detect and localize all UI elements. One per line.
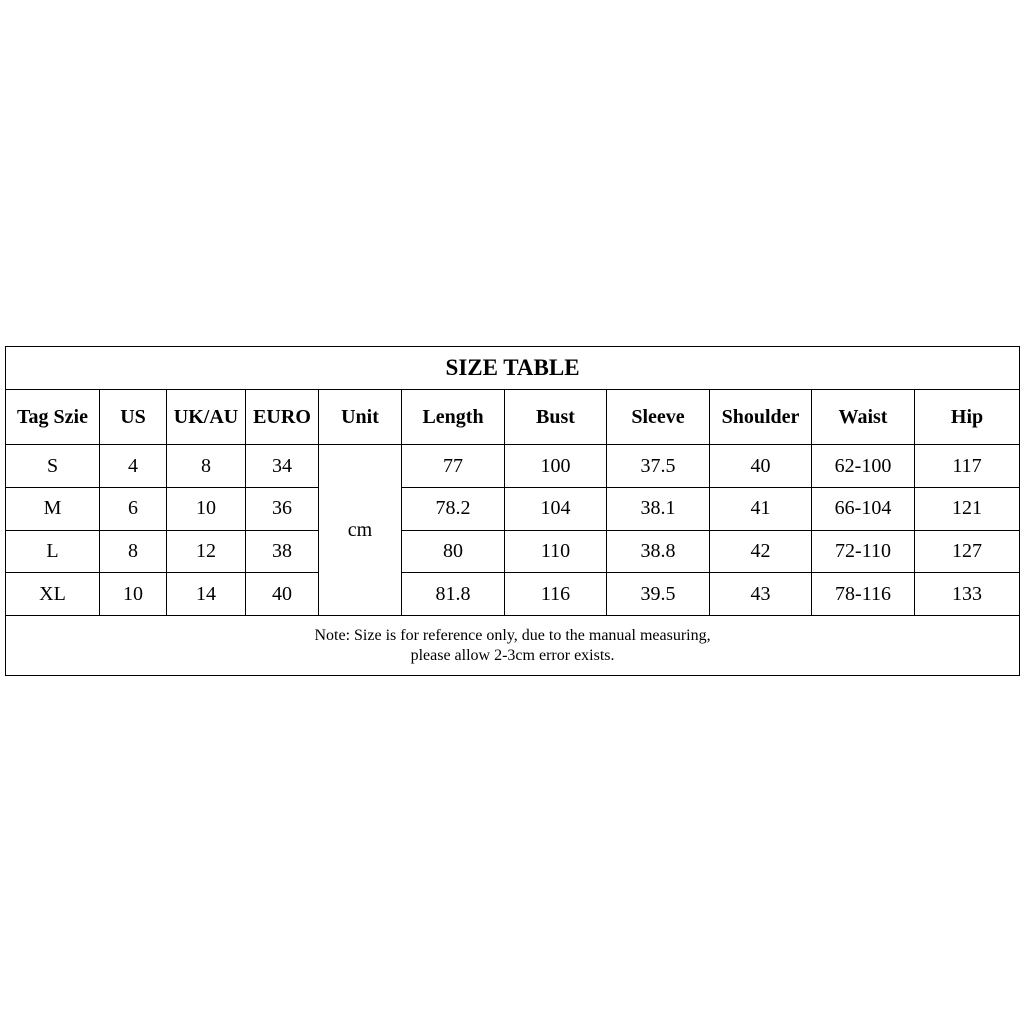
- cell-waist: 66-104: [812, 488, 915, 531]
- note-line-1: Note: Size is for reference only, due to the manual measuring,: [314, 626, 711, 644]
- cell-shoulder: 41: [710, 488, 812, 531]
- header-waist: Waist: [812, 389, 915, 445]
- header-length: Length: [402, 389, 505, 445]
- cell-length: 81.8: [402, 573, 505, 616]
- cell-hip: 133: [915, 573, 1020, 616]
- cell-us: 6: [100, 488, 167, 531]
- cell-us: 10: [100, 573, 167, 616]
- cell-uk-au: 10: [167, 488, 246, 531]
- cell-bust: 100: [505, 445, 607, 488]
- table-row: [6, 488, 1020, 531]
- cell-euro: 40: [246, 573, 319, 616]
- cell-euro: 38: [246, 530, 319, 573]
- cell-us: 8: [100, 530, 167, 573]
- cell-euro: 36: [246, 488, 319, 531]
- size-table: [5, 346, 1020, 676]
- cell-sleeve: 38.1: [607, 488, 710, 531]
- cell-bust: 110: [505, 530, 607, 573]
- note-line-2: please allow 2-3cm error exists.: [410, 646, 615, 664]
- header-unit: Unit: [319, 389, 402, 445]
- table-row: [6, 445, 1020, 488]
- cell-waist: 62-100: [812, 445, 915, 488]
- header-tag-size: Tag Szie: [6, 389, 100, 445]
- cell-waist: 78-116: [812, 573, 915, 616]
- cell-hip: 121: [915, 488, 1020, 531]
- header-bust: Bust: [505, 389, 607, 445]
- cell-tag: XL: [6, 573, 100, 616]
- cell-hip: 117: [915, 445, 1020, 488]
- cell-unit: cm: [319, 445, 402, 616]
- cell-shoulder: 42: [710, 530, 812, 573]
- header-hip: Hip: [915, 389, 1020, 445]
- cell-uk-au: 12: [167, 530, 246, 573]
- cell-tag: L: [6, 530, 100, 573]
- cell-length: 77: [402, 445, 505, 488]
- size-note: [6, 616, 1020, 676]
- cell-tag: S: [6, 445, 100, 488]
- cell-tag: M: [6, 488, 100, 531]
- cell-us: 4: [100, 445, 167, 488]
- cell-waist: 72-110: [812, 530, 915, 573]
- cell-uk-au: 14: [167, 573, 246, 616]
- header-us: US: [100, 389, 167, 445]
- cell-sleeve: 37.5: [607, 445, 710, 488]
- cell-hip: 127: [915, 530, 1020, 573]
- header-euro: EURO: [246, 389, 319, 445]
- cell-bust: 104: [505, 488, 607, 531]
- header-sleeve: Sleeve: [607, 389, 710, 445]
- header-shoulder: Shoulder: [710, 389, 812, 445]
- cell-bust: 116: [505, 573, 607, 616]
- cell-length: 78.2: [402, 488, 505, 531]
- cell-uk-au: 8: [167, 445, 246, 488]
- cell-euro: 34: [246, 445, 319, 488]
- header-uk-au: UK/AU: [167, 389, 246, 445]
- table-row: [6, 530, 1020, 573]
- table-row: [6, 573, 1020, 616]
- cell-shoulder: 40: [710, 445, 812, 488]
- cell-length: 80: [402, 530, 505, 573]
- cell-sleeve: 38.8: [607, 530, 710, 573]
- cell-shoulder: 43: [710, 573, 812, 616]
- table-title: SIZE TABLE: [6, 347, 1020, 390]
- cell-sleeve: 39.5: [607, 573, 710, 616]
- header-row: [6, 389, 1020, 445]
